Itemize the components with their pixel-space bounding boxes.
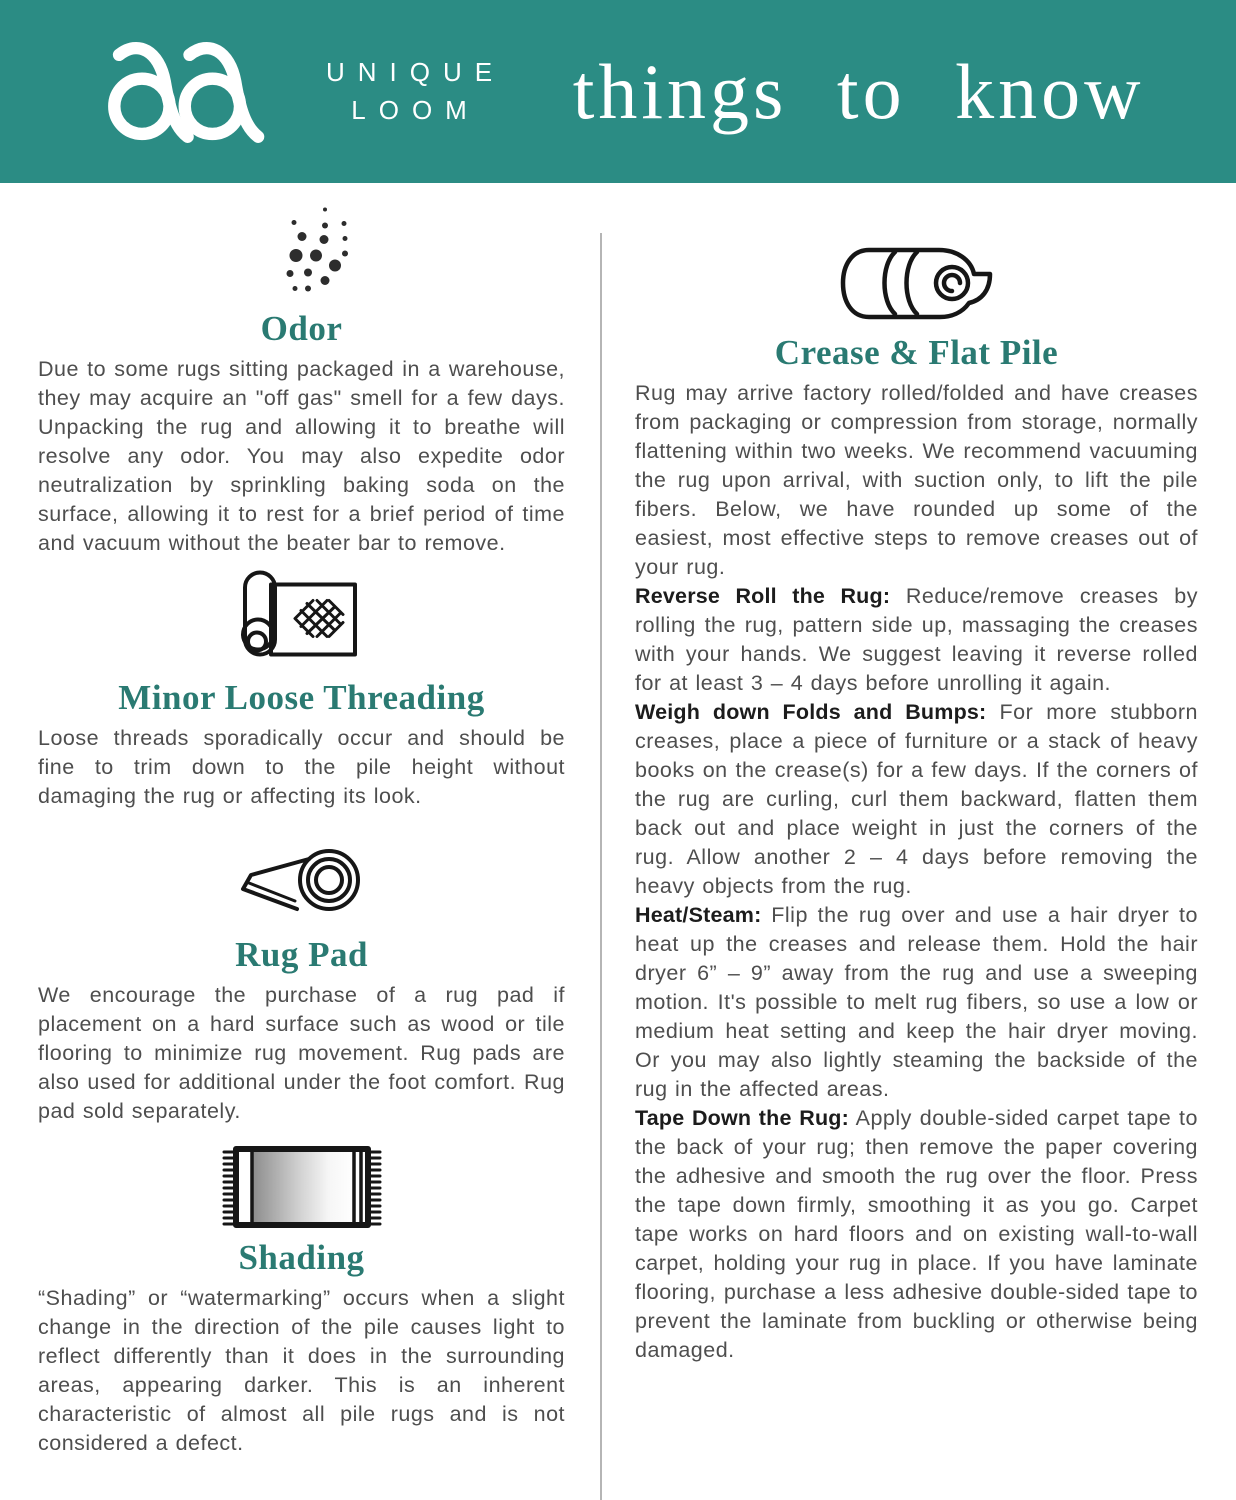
- unique-loom-logo-icon: [100, 39, 300, 145]
- section-minor-loose-threading: [38, 568, 565, 811]
- tip-paragraph: [635, 582, 1198, 698]
- section-shading: [38, 1146, 565, 1458]
- left-column: [38, 183, 565, 1458]
- brand-logo-group: [100, 39, 505, 145]
- section-body: We encourage the purchase of a rug pad if placement on a hard surface such as wood or tile flooring to minimize rug movement. Rug pads are also used for additional under the foot comfort. Rug pad sold separately.: [38, 983, 565, 1123]
- tip-paragraph: [635, 1104, 1198, 1365]
- tip-label: Weigh down Folds and Bumps:: [635, 700, 987, 724]
- tip-text: Reduce/remove creases by rolling the rug, pattern side up, massaging the creases with your hands. We suggest leaving it reverse rolled for at least 3 – 4 days before unrolling it again.: [635, 584, 1198, 695]
- rug-pad-roll-icon: [237, 835, 367, 925]
- tip-paragraph: [635, 901, 1198, 1104]
- section-body: Due to some rugs sitting packaged in a warehouse, they may acquire an "off gas" smell for a few days. Unpacking the rug and allowing it to breathe will resolve any odor. You may also expedite odor neutralization by sprinkling baking soda on the surface, allowing it to rest for a brief period of time and vacuum without the beater bar to remove.: [38, 357, 565, 555]
- brand-line2: LOOM: [351, 94, 480, 125]
- tip-label: Reverse Roll the Rug:: [635, 584, 891, 608]
- page-title: things to know: [572, 47, 1145, 135]
- section-heading: Odor: [260, 309, 343, 348]
- content: [0, 183, 1236, 1458]
- section-crease-flat-pile: [635, 243, 1198, 1365]
- tip-label: Tape Down the Rug:: [635, 1106, 849, 1130]
- shading-rug-icon: [222, 1146, 382, 1228]
- brand-name: [326, 54, 505, 129]
- brand-line1: UNIQUE: [326, 56, 506, 87]
- section-body: Rug may arrive factory rolled/folded and have creases from packaging or compression from storage, normally flattening within two weeks. We recommend vacuuming the rug upon arrival, with suction only, to lift the pile fibers. Below, we have rounded up some of the easiest, most effective steps to remove creases out of your rug.: [635, 381, 1198, 579]
- section-heading: Crease & Flat Pile: [774, 333, 1059, 372]
- section-odor: [38, 203, 565, 558]
- section-body: “Shading” or “watermarking” occurs when a slight change in the direction of the pile causes light to reflect differently than it does in the surrounding areas, appearing darker. This is an inherent characteristic of almost all pile rugs and is not considered a defect.: [38, 1286, 565, 1455]
- tip-text: Flip the rug over and use a hair dryer to heat up the creases and release them. Hold the hair dryer 6” – 9” away from the rug and use a sweeping motion. It's possible to melt rug fibers, so use a low or medium heat setting and keep the hair dryer moving. Or you may also lightly steaming the backside of the rug in the affected areas.: [635, 903, 1198, 1101]
- section-heading: Rug Pad: [235, 935, 368, 974]
- tip-label: Heat/Steam:: [635, 903, 762, 927]
- tip-paragraph: [635, 698, 1198, 901]
- section-heading: Minor Loose Threading: [118, 678, 485, 717]
- section-body: Loose threads sporadically occur and should be fine to trim down to the pile height without damaging the rug or affecting its look.: [38, 726, 565, 808]
- section-rug-pad: [38, 835, 565, 1126]
- odor-speckle-icon: [252, 203, 352, 299]
- tip-text: For more stubborn creases, place a piece of furniture or a stack of heavy books on the crease(s) for a few days. If the corners of the rug are curling, curl them backward, flatten them back out and place weight in just the corners of the rug. Allow another 2 – 4 days before removing the heavy objects from the rug.: [635, 700, 1198, 898]
- right-column: [635, 183, 1198, 1365]
- section-heading: Shading: [238, 1238, 365, 1277]
- header-band: [0, 0, 1236, 183]
- tip-text: Apply double-sided carpet tape to the back of your rug; then remove the paper covering the adhesive and smooth the rug over the floor. Press the tape down firmly, smoothing it as you go. Carpet tape works on hard floors and on existing wall-to-wall carpet, holding your rug in place. If you have laminate flooring, purchase a less adhesive double-sided tape to prevent the laminate from buckling or otherwise being damaged.: [635, 1106, 1198, 1362]
- crease-roll-icon: [839, 243, 994, 323]
- column-divider: [600, 233, 602, 1500]
- rolled-rug-crosshatch-icon: [237, 568, 367, 668]
